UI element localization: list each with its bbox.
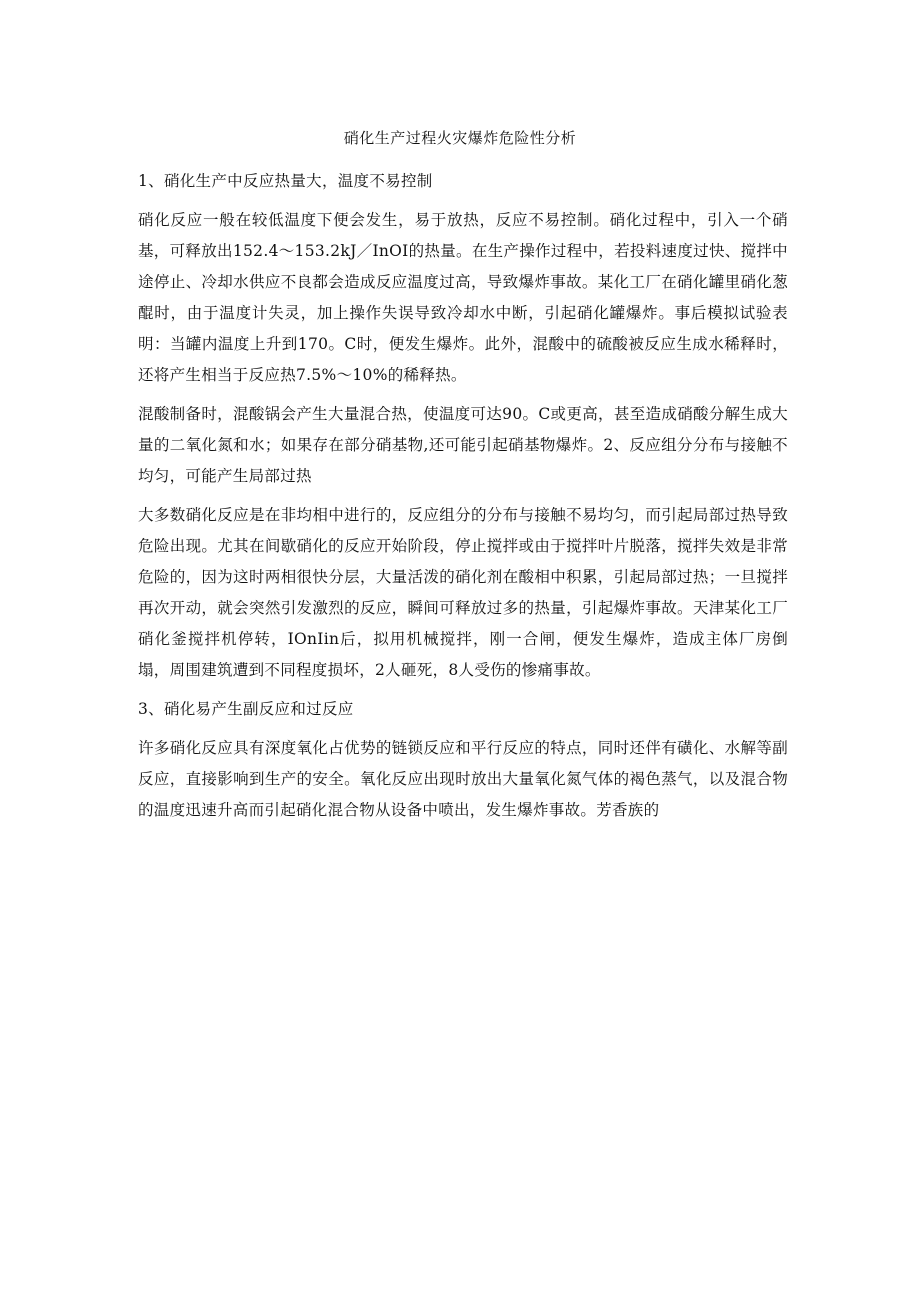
document-body <box>138 166 788 834</box>
paragraph-2: 混酸制备时，混酸锅会产生大量混合热，使温度可达90。C或更高，甚至造成硝酸分解生成大量的二氧化氮和水；如果存在部分硝基物,还可能引起硝基物爆炸。2、反应组分分布与接触不均匀，可能产生局部过热 <box>138 405 788 485</box>
document-title: 硝化生产过程火灾爆炸危险性分析 <box>343 129 577 147</box>
paragraph-4: 许多硝化反应具有深度氧化占优势的链锁反应和平行反应的特点，同时还伴有磺化、水解等副反应，直接影响到生产的安全。氧化反应出现时放出大量氧化氮气体的褐色蒸气，以及混合物的温度迅速升高而引起硝化混合物从设备中喷出，发生爆炸事故。芳香族的 <box>138 739 788 819</box>
paragraph-3: 大多数硝化反应是在非均相中进行的，反应组分的分布与接触不易均匀，而引起局部过热导致危险出现。尤其在间歇硝化的反应开始阶段，停止搅拌或由于搅拌叶片脱落，搅拌失效是非常危险的，因为这时两相很快分层，大量活泼的硝化剂在酸相中积累，引起局部过热；一旦搅拌再次开动，就会突然引发激烈的反应，瞬间可释放过多的热量，引起爆炸事故。天津某化工厂硝化釜搅拌机停转，IOnIin后，拟用机械搅拌，刚一合闸，便发生爆炸，造成主体厂房倒塌，周围建筑遭到不同程度损坏，2人砸死，8人受伤的惨痛事故。 <box>138 506 788 679</box>
paragraph-1: 硝化反应一般在较低温度下便会发生，易于放热，反应不易控制。硝化过程中，引入一个硝基，可释放出152.4～153.2kJ／InOI的热量。在生产操作过程中，若投料速度过快、搅拌中途停止、冷却水供应不良都会造成反应温度过高，导致爆炸事故。某化工厂在硝化罐里硝化葱醌时，由于温度计失灵，加上操作失误导致冷却水中断，引起硝化罐爆炸。事后模拟试验表明：当罐内温度上升到170。C时，便发生爆炸。此外，混酸中的硫酸被反应生成水稀释时，还将产生相当于反应热7.5%～10%的稀释热。 <box>138 211 788 384</box>
section-heading-1: 1、硝化生产中反应热量大，温度不易控制 <box>138 172 433 190</box>
section-heading-3: 3、硝化易产生副反应和过反应 <box>138 700 354 718</box>
